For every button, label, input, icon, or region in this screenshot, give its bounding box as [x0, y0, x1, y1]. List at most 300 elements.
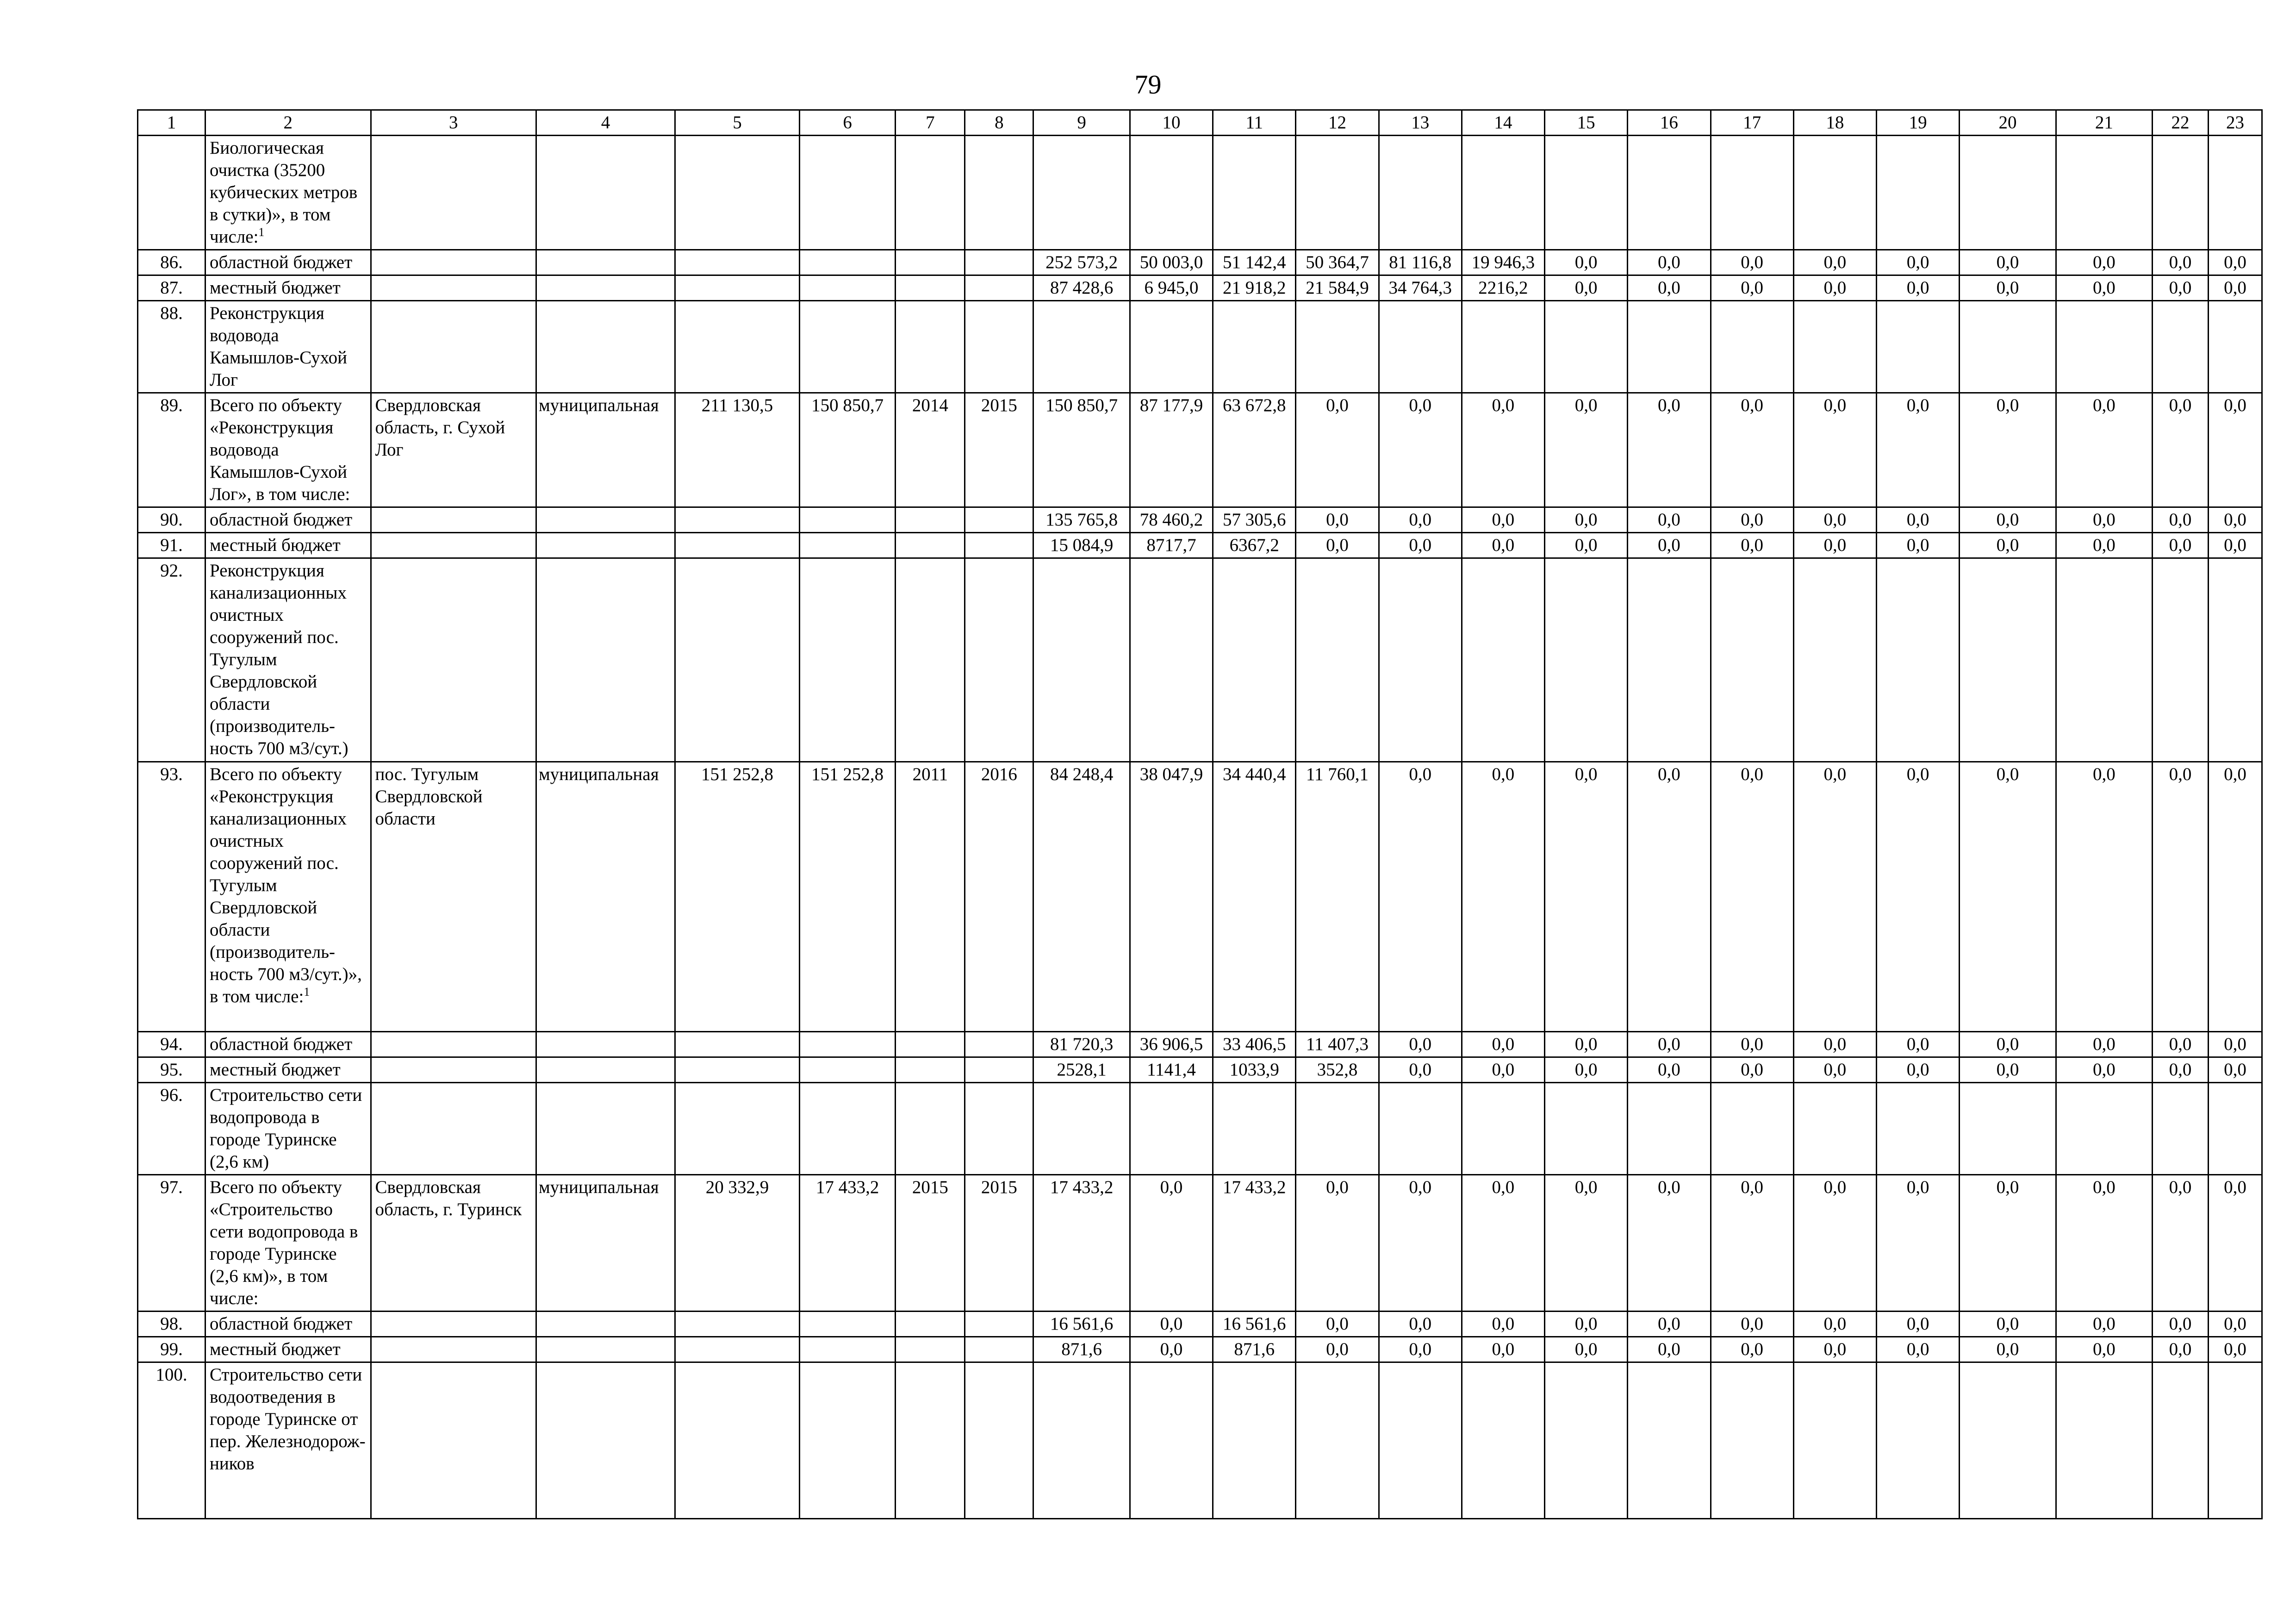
column-number-header: 15: [1545, 110, 1628, 136]
column-number-header: 12: [1296, 110, 1379, 136]
object-name-cell: Реконструкция водовода Камышлов-Сухой Лог: [205, 301, 371, 393]
row-number-cell: [138, 136, 205, 250]
estimated-cost-cell: [675, 275, 800, 301]
amount-col-19-cell: [1876, 1083, 1959, 1175]
amount-col-15-cell: [1545, 1362, 1628, 1519]
amount-col-21-cell: [2056, 1362, 2152, 1519]
column-number-header: 17: [1711, 110, 1793, 136]
remaining-cost-cell: [799, 507, 895, 533]
amount-col-12-cell: 21 584,9: [1296, 275, 1379, 301]
amount-col-23-cell: 0,0: [2208, 275, 2262, 301]
row-number-cell: 91.: [138, 533, 205, 558]
total-amount-cell: [1033, 136, 1130, 250]
table-row: [138, 1362, 2262, 1519]
amount-col-23-cell: 0,0: [2208, 1057, 2262, 1083]
end-year-cell: 2015: [965, 393, 1033, 507]
amount-col-21-cell: 0,0: [2056, 762, 2152, 1032]
amount-col-14-cell: 0,0: [1462, 762, 1544, 1032]
table-row: [138, 250, 2262, 275]
amount-col-14-cell: [1462, 1362, 1544, 1519]
amount-col-13-cell: 0,0: [1379, 1312, 1462, 1337]
amount-col-15-cell: 0,0: [1545, 1312, 1628, 1337]
amount-col-10-cell: 36 906,5: [1130, 1032, 1213, 1057]
object-name-cell: Всего по объекту «Строительство сети водопровода в городе Туринске (2,6 км)», в том числе:: [205, 1175, 371, 1312]
amount-col-10-cell: 6 945,0: [1130, 275, 1213, 301]
amount-col-16-cell: [1628, 136, 1711, 250]
amount-col-19-cell: [1876, 1362, 1959, 1519]
total-amount-cell: [1033, 558, 1130, 762]
estimated-cost-cell: [675, 1083, 800, 1175]
amount-col-21-cell: 0,0: [2056, 275, 2152, 301]
location-cell: [371, 301, 536, 393]
amount-col-12-cell: [1296, 301, 1379, 393]
amount-col-17-cell: 0,0: [1711, 1057, 1793, 1083]
ownership-cell: [536, 1312, 675, 1337]
estimated-cost-cell: [675, 558, 800, 762]
amount-col-13-cell: 0,0: [1379, 1032, 1462, 1057]
amount-col-15-cell: 0,0: [1545, 250, 1628, 275]
amount-col-14-cell: [1462, 136, 1544, 250]
location-cell: [371, 136, 536, 250]
amount-col-21-cell: [2056, 1083, 2152, 1175]
end-year-cell: [965, 1362, 1033, 1519]
amount-col-23-cell: 0,0: [2208, 762, 2262, 1032]
object-name-cell: местный бюджет: [205, 533, 371, 558]
amount-col-10-cell: 38 047,9: [1130, 762, 1213, 1032]
start-year-cell: [896, 1312, 965, 1337]
amount-col-18-cell: 0,0: [1793, 507, 1876, 533]
remaining-cost-cell: [799, 1337, 895, 1362]
amount-col-14-cell: [1462, 301, 1544, 393]
amount-col-20-cell: 0,0: [1960, 393, 2056, 507]
start-year-cell: [896, 301, 965, 393]
amount-col-20-cell: 0,0: [1960, 507, 2056, 533]
amount-col-13-cell: [1379, 558, 1462, 762]
row-number-cell: 97.: [138, 1175, 205, 1312]
total-amount-cell: 150 850,7: [1033, 393, 1130, 507]
row-number-cell: 88.: [138, 301, 205, 393]
amount-col-11-cell: 51 142,4: [1213, 250, 1296, 275]
location-cell: Свердловская область, г. Туринск: [371, 1175, 536, 1312]
column-number-header: 19: [1876, 110, 1959, 136]
amount-col-21-cell: 0,0: [2056, 250, 2152, 275]
amount-col-20-cell: 0,0: [1960, 1057, 2056, 1083]
amount-col-19-cell: 0,0: [1876, 1337, 1959, 1362]
column-number-header: 16: [1628, 110, 1711, 136]
amount-col-23-cell: 0,0: [2208, 1312, 2262, 1337]
amount-col-16-cell: 0,0: [1628, 507, 1711, 533]
amount-col-11-cell: 871,6: [1213, 1337, 1296, 1362]
table-row: [138, 1312, 2262, 1337]
amount-col-15-cell: 0,0: [1545, 1337, 1628, 1362]
total-amount-cell: 135 765,8: [1033, 507, 1130, 533]
table-row: [138, 136, 2262, 250]
column-number-header: 3: [371, 110, 536, 136]
amount-col-21-cell: 0,0: [2056, 1057, 2152, 1083]
column-number-header: 22: [2153, 110, 2209, 136]
amount-col-15-cell: 0,0: [1545, 1175, 1628, 1312]
amount-col-13-cell: 81 116,8: [1379, 250, 1462, 275]
amount-col-11-cell: 1033,9: [1213, 1057, 1296, 1083]
amount-col-10-cell: [1130, 558, 1213, 762]
amount-col-11-cell: [1213, 136, 1296, 250]
amount-col-18-cell: 0,0: [1793, 250, 1876, 275]
amount-col-16-cell: [1628, 558, 1711, 762]
amount-col-15-cell: 0,0: [1545, 1057, 1628, 1083]
amount-col-23-cell: [2208, 301, 2262, 393]
total-amount-cell: [1033, 301, 1130, 393]
amount-col-16-cell: [1628, 301, 1711, 393]
estimated-cost-cell: [675, 1312, 800, 1337]
amount-col-21-cell: [2056, 136, 2152, 250]
amount-col-12-cell: 0,0: [1296, 1312, 1379, 1337]
end-year-cell: [965, 1083, 1033, 1175]
amount-col-22-cell: 0,0: [2153, 1337, 2209, 1362]
amount-col-22-cell: [2153, 136, 2209, 250]
amount-col-10-cell: 8717,7: [1130, 533, 1213, 558]
location-cell: [371, 275, 536, 301]
object-name-cell: Биологическая очистка (35200 кубических метров в сутки)», в том числе:$^1$: [205, 136, 371, 250]
amount-col-17-cell: 0,0: [1711, 1337, 1793, 1362]
amount-col-17-cell: 0,0: [1711, 1175, 1793, 1312]
amount-col-22-cell: [2153, 301, 2209, 393]
remaining-cost-cell: [799, 1032, 895, 1057]
amount-col-11-cell: [1213, 1083, 1296, 1175]
remaining-cost-cell: [799, 1083, 895, 1175]
location-cell: [371, 1057, 536, 1083]
amount-col-17-cell: 0,0: [1711, 393, 1793, 507]
location-cell: [371, 1083, 536, 1175]
amount-col-16-cell: 0,0: [1628, 1032, 1711, 1057]
amount-col-10-cell: 0,0: [1130, 1175, 1213, 1312]
location-cell: [371, 250, 536, 275]
amount-col-14-cell: 0,0: [1462, 1337, 1544, 1362]
remaining-cost-cell: 151 252,8: [799, 762, 895, 1032]
total-amount-cell: 17 433,2: [1033, 1175, 1130, 1312]
amount-col-16-cell: 0,0: [1628, 393, 1711, 507]
amount-col-21-cell: 0,0: [2056, 393, 2152, 507]
amount-col-18-cell: 0,0: [1793, 762, 1876, 1032]
ownership-cell: [536, 136, 675, 250]
remaining-cost-cell: [799, 275, 895, 301]
row-number-cell: 95.: [138, 1057, 205, 1083]
amount-col-20-cell: [1960, 1083, 2056, 1175]
amount-col-22-cell: [2153, 1362, 2209, 1519]
ownership-cell: [536, 250, 675, 275]
column-number-header: 10: [1130, 110, 1213, 136]
amount-col-18-cell: 0,0: [1793, 1032, 1876, 1057]
amount-col-20-cell: 0,0: [1960, 762, 2056, 1032]
amount-col-12-cell: [1296, 1083, 1379, 1175]
ownership-cell: [536, 1057, 675, 1083]
amount-col-23-cell: [2208, 1083, 2262, 1175]
total-amount-cell: 81 720,3: [1033, 1032, 1130, 1057]
location-cell: [371, 558, 536, 762]
amount-col-20-cell: [1960, 558, 2056, 762]
amount-col-12-cell: 0,0: [1296, 393, 1379, 507]
remaining-cost-cell: [799, 301, 895, 393]
end-year-cell: 2015: [965, 1175, 1033, 1312]
amount-col-19-cell: 0,0: [1876, 1175, 1959, 1312]
amount-col-12-cell: 0,0: [1296, 1175, 1379, 1312]
amount-col-15-cell: [1545, 1083, 1628, 1175]
total-amount-cell: [1033, 1362, 1130, 1519]
amount-col-21-cell: [2056, 558, 2152, 762]
amount-col-11-cell: [1213, 558, 1296, 762]
amount-col-13-cell: [1379, 1083, 1462, 1175]
location-cell: [371, 533, 536, 558]
column-number-header: 8: [965, 110, 1033, 136]
amount-col-10-cell: 87 177,9: [1130, 393, 1213, 507]
amount-col-15-cell: 0,0: [1545, 275, 1628, 301]
amount-col-19-cell: [1876, 558, 1959, 762]
column-number-header: 9: [1033, 110, 1130, 136]
table-row: [138, 1175, 2262, 1312]
amount-col-21-cell: [2056, 301, 2152, 393]
estimated-cost-cell: [675, 1337, 800, 1362]
column-number-header: 23: [2208, 110, 2262, 136]
column-number-header: 11: [1213, 110, 1296, 136]
amount-col-22-cell: 0,0: [2153, 250, 2209, 275]
location-cell: [371, 1032, 536, 1057]
row-number-cell: 90.: [138, 507, 205, 533]
amount-col-18-cell: 0,0: [1793, 275, 1876, 301]
table-row: [138, 762, 2262, 1032]
amount-col-14-cell: [1462, 1083, 1544, 1175]
amount-col-10-cell: [1130, 136, 1213, 250]
column-number-header: 1: [138, 110, 205, 136]
ownership-cell: [536, 558, 675, 762]
amount-col-19-cell: 0,0: [1876, 1312, 1959, 1337]
estimated-cost-cell: 151 252,8: [675, 762, 800, 1032]
amount-col-22-cell: 0,0: [2153, 275, 2209, 301]
amount-col-15-cell: 0,0: [1545, 393, 1628, 507]
object-name-cell: областной бюджет: [205, 250, 371, 275]
total-amount-cell: 252 573,2: [1033, 250, 1130, 275]
column-number-header: 20: [1960, 110, 2056, 136]
amount-col-19-cell: 0,0: [1876, 1032, 1959, 1057]
location-cell: пос. Тугулым Свердловской области: [371, 762, 536, 1032]
total-amount-cell: [1033, 1083, 1130, 1175]
object-name-cell: местный бюджет: [205, 275, 371, 301]
start-year-cell: [896, 1083, 965, 1175]
start-year-cell: [896, 507, 965, 533]
amount-col-12-cell: 50 364,7: [1296, 250, 1379, 275]
ownership-cell: [536, 1032, 675, 1057]
amount-col-20-cell: 0,0: [1960, 1312, 2056, 1337]
total-amount-cell: 87 428,6: [1033, 275, 1130, 301]
amount-col-10-cell: 1141,4: [1130, 1057, 1213, 1083]
column-number-header: 6: [799, 110, 895, 136]
estimated-cost-cell: [675, 1362, 800, 1519]
row-number-cell: 93.: [138, 762, 205, 1032]
amount-col-15-cell: 0,0: [1545, 762, 1628, 1032]
location-cell: [371, 507, 536, 533]
object-name-cell: местный бюджет: [205, 1057, 371, 1083]
remaining-cost-cell: [799, 250, 895, 275]
remaining-cost-cell: [799, 533, 895, 558]
amount-col-19-cell: [1876, 301, 1959, 393]
amount-col-11-cell: [1213, 1362, 1296, 1519]
estimated-cost-cell: [675, 1057, 800, 1083]
amount-col-13-cell: 0,0: [1379, 1175, 1462, 1312]
object-name-cell: местный бюджет: [205, 1337, 371, 1362]
budget-table: [137, 109, 2263, 1519]
table-row: [138, 507, 2262, 533]
start-year-cell: [896, 136, 965, 250]
start-year-cell: [896, 558, 965, 762]
row-number-cell: 94.: [138, 1032, 205, 1057]
row-number-cell: 92.: [138, 558, 205, 762]
amount-col-13-cell: 34 764,3: [1379, 275, 1462, 301]
total-amount-cell: 2528,1: [1033, 1057, 1130, 1083]
amount-col-12-cell: 0,0: [1296, 1337, 1379, 1362]
end-year-cell: [965, 507, 1033, 533]
start-year-cell: [896, 1362, 965, 1519]
amount-col-11-cell: [1213, 301, 1296, 393]
ownership-cell: [536, 1337, 675, 1362]
amount-col-17-cell: 0,0: [1711, 1312, 1793, 1337]
table-row: [138, 301, 2262, 393]
end-year-cell: [965, 1312, 1033, 1337]
amount-col-12-cell: 11 760,1: [1296, 762, 1379, 1032]
amount-col-18-cell: 0,0: [1793, 1175, 1876, 1312]
amount-col-14-cell: 0,0: [1462, 1312, 1544, 1337]
amount-col-14-cell: 0,0: [1462, 393, 1544, 507]
amount-col-21-cell: 0,0: [2056, 1032, 2152, 1057]
end-year-cell: 2016: [965, 762, 1033, 1032]
amount-col-10-cell: [1130, 1083, 1213, 1175]
amount-col-13-cell: 0,0: [1379, 1337, 1462, 1362]
location-cell: [371, 1312, 536, 1337]
amount-col-14-cell: [1462, 558, 1544, 762]
start-year-cell: [896, 250, 965, 275]
amount-col-13-cell: 0,0: [1379, 1057, 1462, 1083]
row-number-cell: 89.: [138, 393, 205, 507]
amount-col-23-cell: [2208, 136, 2262, 250]
amount-col-20-cell: 0,0: [1960, 275, 2056, 301]
amount-col-22-cell: 0,0: [2153, 1175, 2209, 1312]
amount-col-12-cell: [1296, 558, 1379, 762]
amount-col-14-cell: 0,0: [1462, 1057, 1544, 1083]
row-number-cell: 87.: [138, 275, 205, 301]
location-cell: [371, 1337, 536, 1362]
object-name-cell: областной бюджет: [205, 507, 371, 533]
amount-col-18-cell: [1793, 1083, 1876, 1175]
amount-col-12-cell: 0,0: [1296, 507, 1379, 533]
amount-col-16-cell: 0,0: [1628, 250, 1711, 275]
amount-col-14-cell: 2216,2: [1462, 275, 1544, 301]
amount-col-12-cell: 352,8: [1296, 1057, 1379, 1083]
object-name-cell: областной бюджет: [205, 1032, 371, 1057]
amount-col-13-cell: [1379, 301, 1462, 393]
amount-col-17-cell: 0,0: [1711, 1032, 1793, 1057]
estimated-cost-cell: [675, 1032, 800, 1057]
amount-col-22-cell: 0,0: [2153, 1032, 2209, 1057]
amount-col-19-cell: 0,0: [1876, 275, 1959, 301]
location-cell: [371, 1362, 536, 1519]
amount-col-11-cell: 6367,2: [1213, 533, 1296, 558]
estimated-cost-cell: 20 332,9: [675, 1175, 800, 1312]
amount-col-11-cell: 33 406,5: [1213, 1032, 1296, 1057]
column-number-header: 2: [205, 110, 371, 136]
amount-col-18-cell: 0,0: [1793, 393, 1876, 507]
amount-col-18-cell: [1793, 1362, 1876, 1519]
amount-col-15-cell: [1545, 558, 1628, 762]
amount-col-13-cell: 0,0: [1379, 393, 1462, 507]
amount-col-17-cell: [1711, 558, 1793, 762]
remaining-cost-cell: [799, 1362, 895, 1519]
amount-col-21-cell: 0,0: [2056, 1175, 2152, 1312]
amount-col-21-cell: 0,0: [2056, 533, 2152, 558]
amount-col-10-cell: 0,0: [1130, 1337, 1213, 1362]
column-number-header: 21: [2056, 110, 2152, 136]
amount-col-23-cell: 0,0: [2208, 1337, 2262, 1362]
amount-col-21-cell: 0,0: [2056, 507, 2152, 533]
amount-col-10-cell: 50 003,0: [1130, 250, 1213, 275]
amount-col-23-cell: 0,0: [2208, 250, 2262, 275]
location-cell: Свердловская область, г. Сухой Лог: [371, 393, 536, 507]
total-amount-cell: 871,6: [1033, 1337, 1130, 1362]
ownership-cell: [536, 1362, 675, 1519]
amount-col-15-cell: 0,0: [1545, 533, 1628, 558]
amount-col-12-cell: [1296, 1362, 1379, 1519]
column-number-header: 14: [1462, 110, 1544, 136]
object-name-cell: областной бюджет: [205, 1312, 371, 1337]
amount-col-12-cell: 11 407,3: [1296, 1032, 1379, 1057]
amount-col-16-cell: 0,0: [1628, 762, 1711, 1032]
estimated-cost-cell: [675, 507, 800, 533]
amount-col-19-cell: 0,0: [1876, 250, 1959, 275]
amount-col-22-cell: 0,0: [2153, 1057, 2209, 1083]
amount-col-23-cell: 0,0: [2208, 533, 2262, 558]
column-number-header: 13: [1379, 110, 1462, 136]
amount-col-22-cell: 0,0: [2153, 393, 2209, 507]
amount-col-11-cell: 34 440,4: [1213, 762, 1296, 1032]
amount-col-22-cell: 0,0: [2153, 533, 2209, 558]
ownership-cell: [536, 301, 675, 393]
end-year-cell: [965, 533, 1033, 558]
amount-col-20-cell: 0,0: [1960, 1175, 2056, 1312]
amount-col-11-cell: 21 918,2: [1213, 275, 1296, 301]
table-row: [138, 1337, 2262, 1362]
amount-col-22-cell: 0,0: [2153, 507, 2209, 533]
amount-col-13-cell: 0,0: [1379, 762, 1462, 1032]
amount-col-16-cell: 0,0: [1628, 533, 1711, 558]
end-year-cell: [965, 250, 1033, 275]
amount-col-22-cell: 0,0: [2153, 762, 2209, 1032]
row-number-cell: 86.: [138, 250, 205, 275]
amount-col-17-cell: [1711, 136, 1793, 250]
ownership-cell: [536, 1083, 675, 1175]
start-year-cell: 2014: [896, 393, 965, 507]
amount-col-22-cell: [2153, 1083, 2209, 1175]
amount-col-17-cell: [1711, 301, 1793, 393]
end-year-cell: [965, 1057, 1033, 1083]
estimated-cost-cell: [675, 250, 800, 275]
amount-col-13-cell: [1379, 1362, 1462, 1519]
amount-col-14-cell: 0,0: [1462, 1032, 1544, 1057]
amount-col-22-cell: 0,0: [2153, 1312, 2209, 1337]
amount-col-19-cell: 0,0: [1876, 393, 1959, 507]
amount-col-17-cell: [1711, 1083, 1793, 1175]
estimated-cost-cell: [675, 301, 800, 393]
amount-col-23-cell: [2208, 1362, 2262, 1519]
amount-col-13-cell: 0,0: [1379, 507, 1462, 533]
amount-col-23-cell: 0,0: [2208, 507, 2262, 533]
table-row: [138, 1083, 2262, 1175]
amount-col-18-cell: 0,0: [1793, 533, 1876, 558]
